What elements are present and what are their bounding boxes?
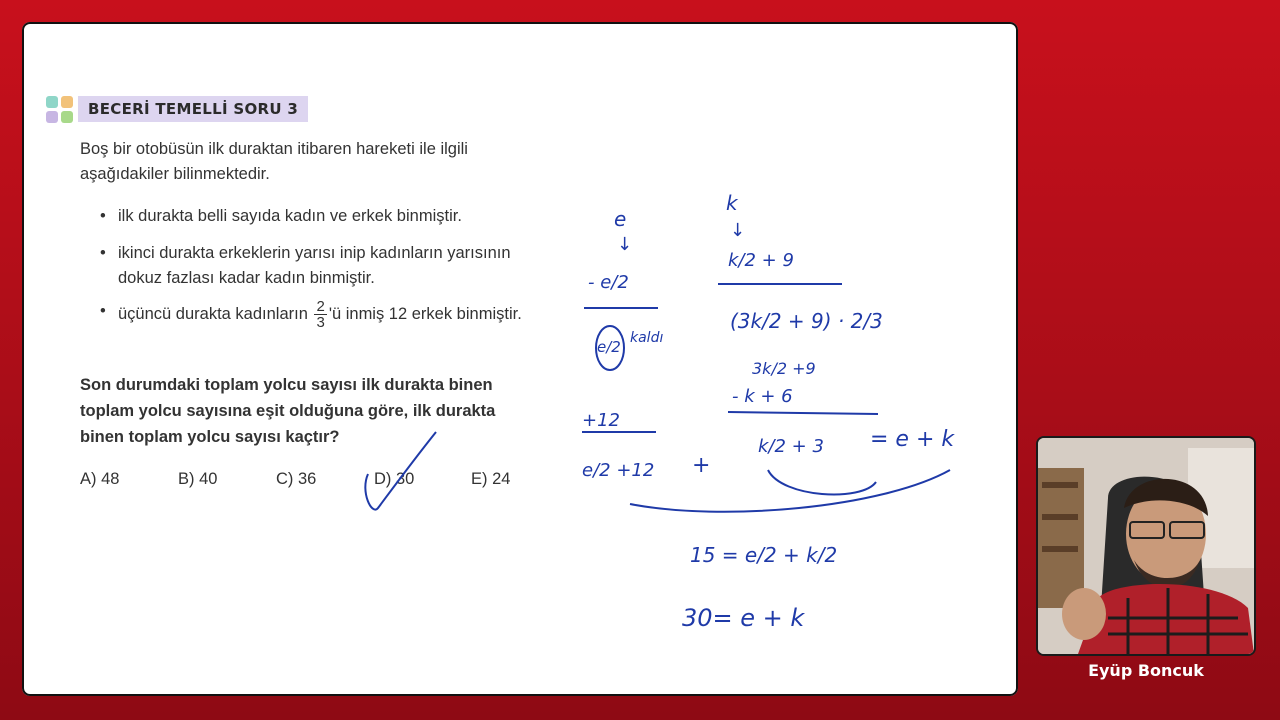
ink-k2-plus9: k/2 + 9: [728, 250, 794, 271]
ink-minus-e2: - e/2: [588, 272, 629, 293]
choice-e[interactable]: E) 24: [471, 470, 511, 488]
ink-eq2: 15 = e/2 + k/2: [690, 543, 838, 567]
ink-eq3: 30= e + k: [682, 604, 805, 632]
ink-plus12: +12: [582, 410, 620, 431]
bullet-item: • ikinci durakta erkeklerin yarısı inip kadınların yarısının dokuz fazlası kadar kadın binmiştir.: [80, 241, 550, 291]
presenter-image: [1038, 438, 1254, 654]
choice-c[interactable]: C) 36: [276, 470, 317, 488]
ink-rule: [728, 412, 878, 414]
problem-intro: Boş bir otobüsün ilk duraktan itibaren hareketi ile ilgili aşağıdakiler bilinmektedir.: [80, 140, 468, 183]
ink-e2: e/2: [597, 338, 621, 356]
bullet-text: 'ü inmiş 12 erkek binmiştir.: [328, 304, 522, 323]
choice-a[interactable]: A) 48: [80, 470, 120, 488]
ink-minus-row: - k + 6: [732, 386, 793, 407]
fraction-denominator: 3: [316, 314, 325, 331]
ink-e: e: [614, 207, 627, 231]
bullet-item: • ilk durakta belli sayıda kadın ve erkek binmiştir.: [80, 204, 550, 229]
ink-kaldi: kaldı: [630, 330, 664, 346]
presenter-webcam: [1038, 438, 1254, 654]
presenter-name: Eyüp Boncuk: [1088, 661, 1204, 680]
ink-plus: +: [692, 453, 711, 478]
choice-b[interactable]: B) 40: [178, 470, 218, 488]
question-tag: BECERİ TEMELLİ SORU 3: [78, 96, 308, 122]
ink-arrow: ↓: [730, 220, 746, 241]
check-mark: [365, 432, 436, 510]
ink-eq-right: = e + k: [870, 427, 955, 452]
ink-curve: [768, 470, 876, 495]
question-text: Son durumdaki toplam yolcu sayısı ilk durakta binen toplam yolcu sayısına eşit olduğuna göre, ilk durakta binen toplam yolcu sayısı kaçtır?: [80, 376, 496, 446]
ink-curve: [630, 470, 950, 512]
ink-arrow: ↓: [617, 234, 633, 255]
whiteboard: [22, 22, 1018, 696]
ink-eq-left: e/2 +12: [582, 460, 655, 481]
ink-eq-mid: k/2 + 3: [758, 436, 824, 457]
choice-d[interactable]: D) 30: [374, 470, 415, 488]
fraction-numerator: 2: [316, 298, 325, 315]
handwriting-layer: [22, 22, 1018, 696]
ink-paren-expr: (3k/2 + 9) · 2/3: [730, 309, 883, 333]
ink-k: k: [726, 191, 738, 215]
bullet-text: üçüncü durakta kadınların: [118, 304, 313, 323]
ink-3k-row: 3k/2 +9: [752, 359, 816, 378]
